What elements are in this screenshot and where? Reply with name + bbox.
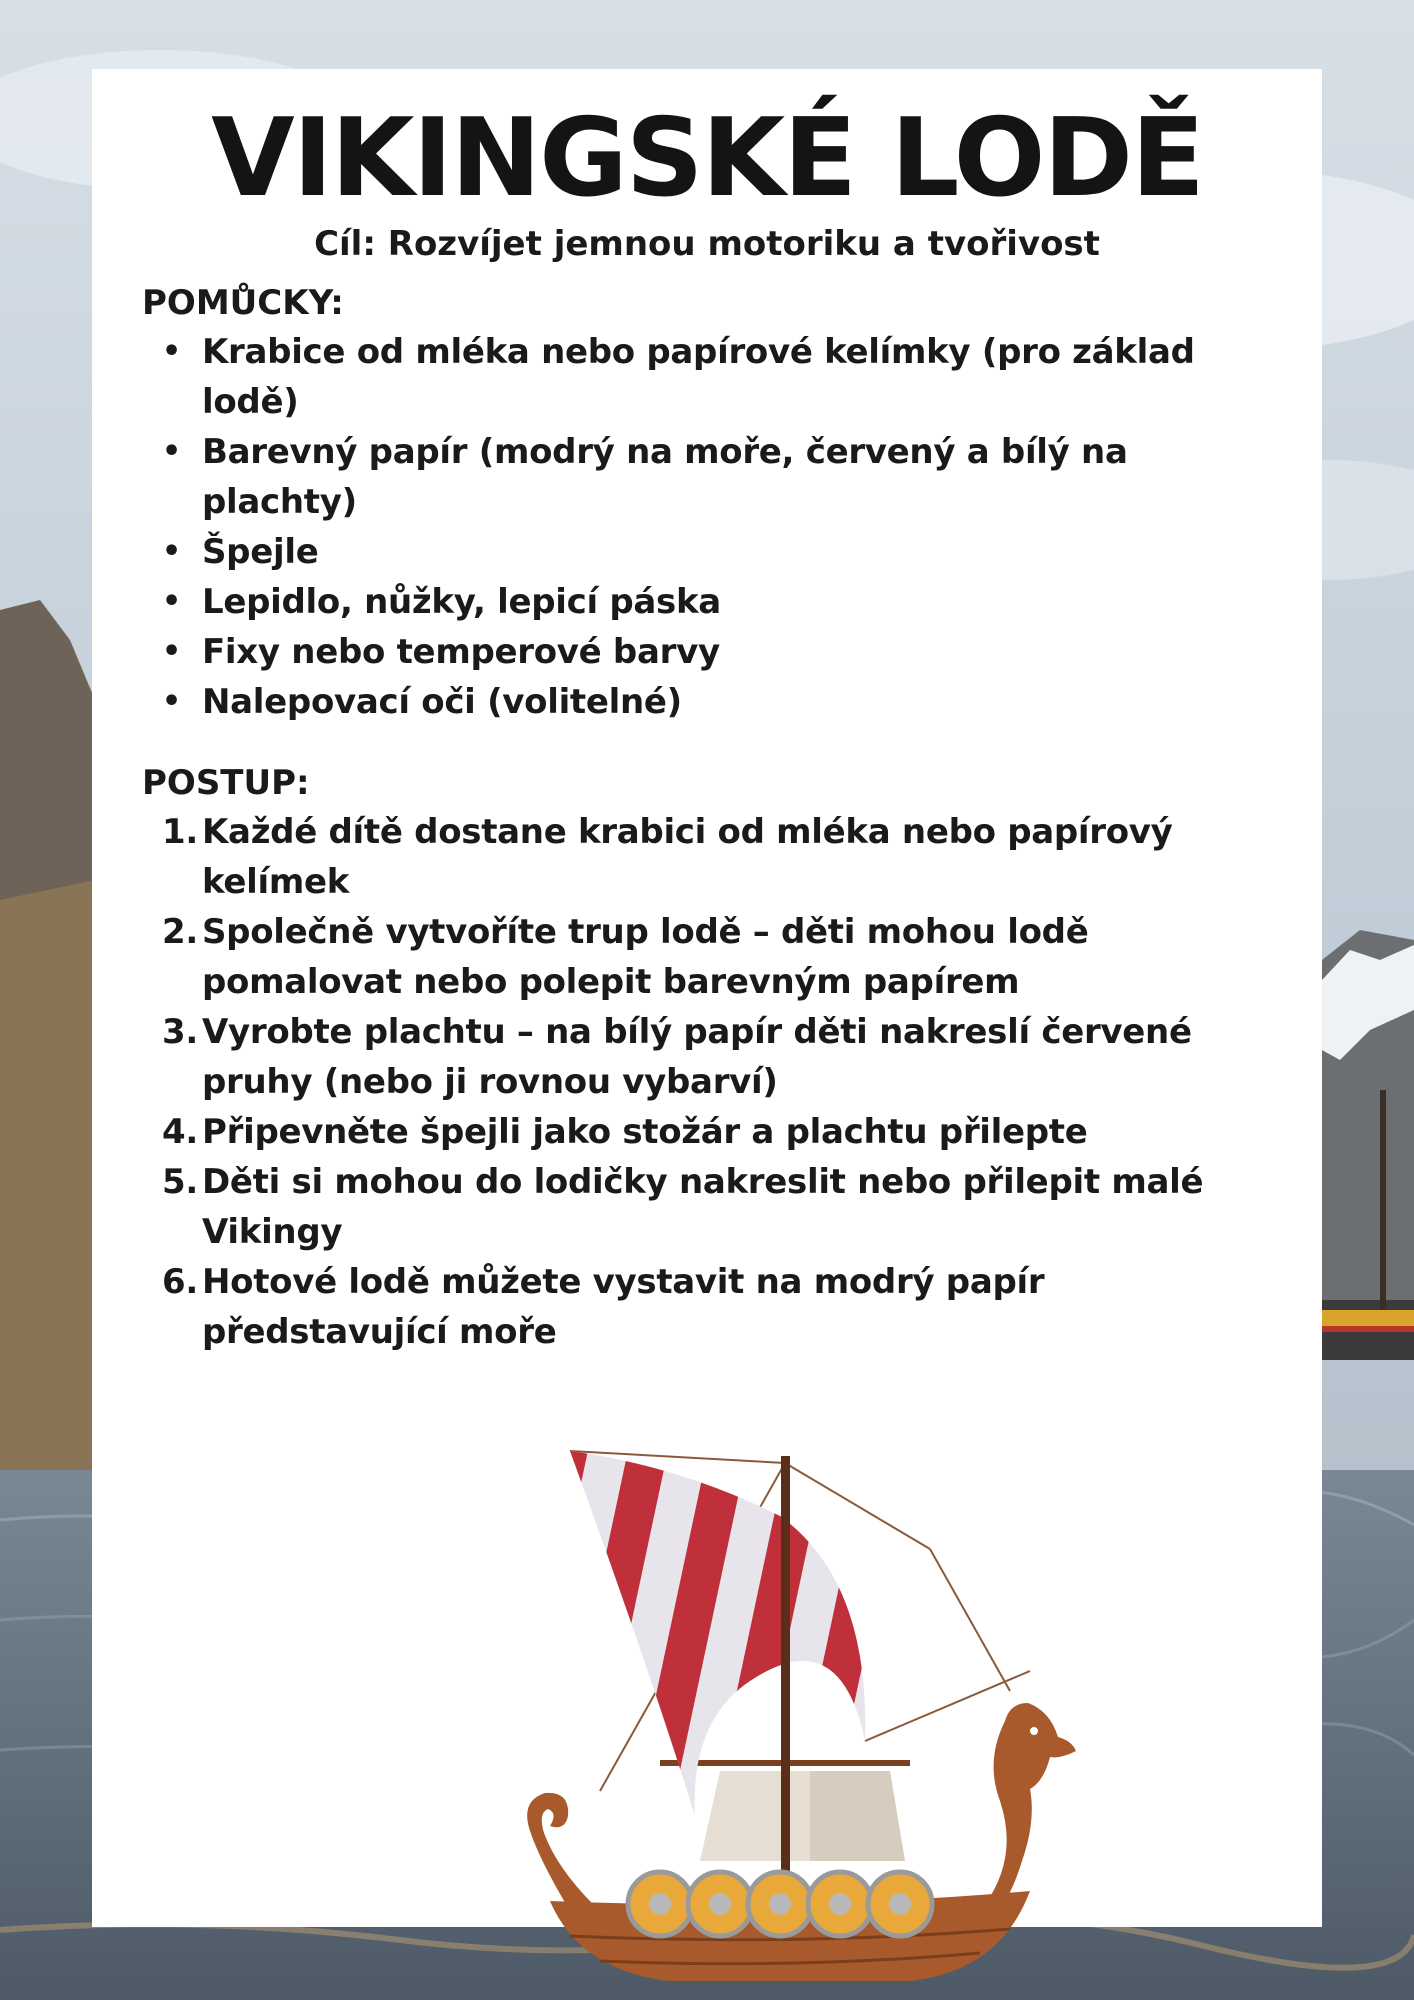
materials-heading: POMŮCKY: (142, 283, 344, 323)
step-number: 3. (162, 1012, 198, 1053)
list-item (142, 1157, 1272, 1257)
steps-heading: POSTUP: (142, 763, 310, 803)
list-item (142, 1007, 1272, 1107)
step-number: 5. (162, 1162, 198, 1203)
list-item (142, 1257, 1272, 1357)
step-number: 1. (162, 812, 198, 853)
step-number: 4. (162, 1112, 198, 1153)
step-text: Vyrobte plachtu – na bílý papír děti nakreslí červené pruhy (nebo ji rovnou vybarví) (202, 1012, 1192, 1103)
list-item: • Špejle (142, 527, 1272, 577)
step-text: Každé dítě dostane krabici od mléka nebo papírový kelímek (202, 812, 1173, 903)
list-item: • Fixy nebo temperové barvy (142, 627, 1272, 677)
step-text: Hotové lodě můžete vystavit na modrý papír představující moře (202, 1262, 1045, 1353)
step-text: Děti si mohou do lodičky nakreslit nebo přilepit malé Vikingy (202, 1162, 1204, 1253)
step-number: 2. (162, 912, 198, 953)
step-text: Společně vytvoříte trup lodě – děti mohou lodě pomalovat nebo polepit barevným papírem (202, 912, 1089, 1003)
viking-ship-icon (510, 1441, 1090, 1991)
list-item (142, 807, 1272, 907)
list-item: • Barevný papír (modrý na moře, červený a bílý na plachty) (142, 427, 1272, 527)
page-subtitle: Cíl: Rozvíjet jemnou motoriku a tvořivost (314, 224, 1100, 264)
list-item: • Nalepovací oči (volitelné) (142, 677, 1272, 727)
list-item (142, 907, 1272, 1007)
list-item: • Lepidlo, nůžky, lepicí páska (142, 577, 1272, 627)
step-number: 6. (162, 1262, 198, 1303)
steps-section (142, 761, 1272, 1357)
step-text: Připevněte špejli jako stožár a plachtu přilepte (202, 1112, 1088, 1153)
page-title: VIKINGSKÉ LODĚ (211, 96, 1203, 221)
materials-section (142, 281, 1272, 727)
worksheet-card (92, 69, 1322, 1927)
list-item: • Krabice od mléka nebo papírové kelímky (pro základ lodě) (142, 327, 1272, 427)
materials-list (142, 327, 1272, 727)
list-item (142, 1107, 1272, 1157)
steps-list (142, 807, 1272, 1357)
